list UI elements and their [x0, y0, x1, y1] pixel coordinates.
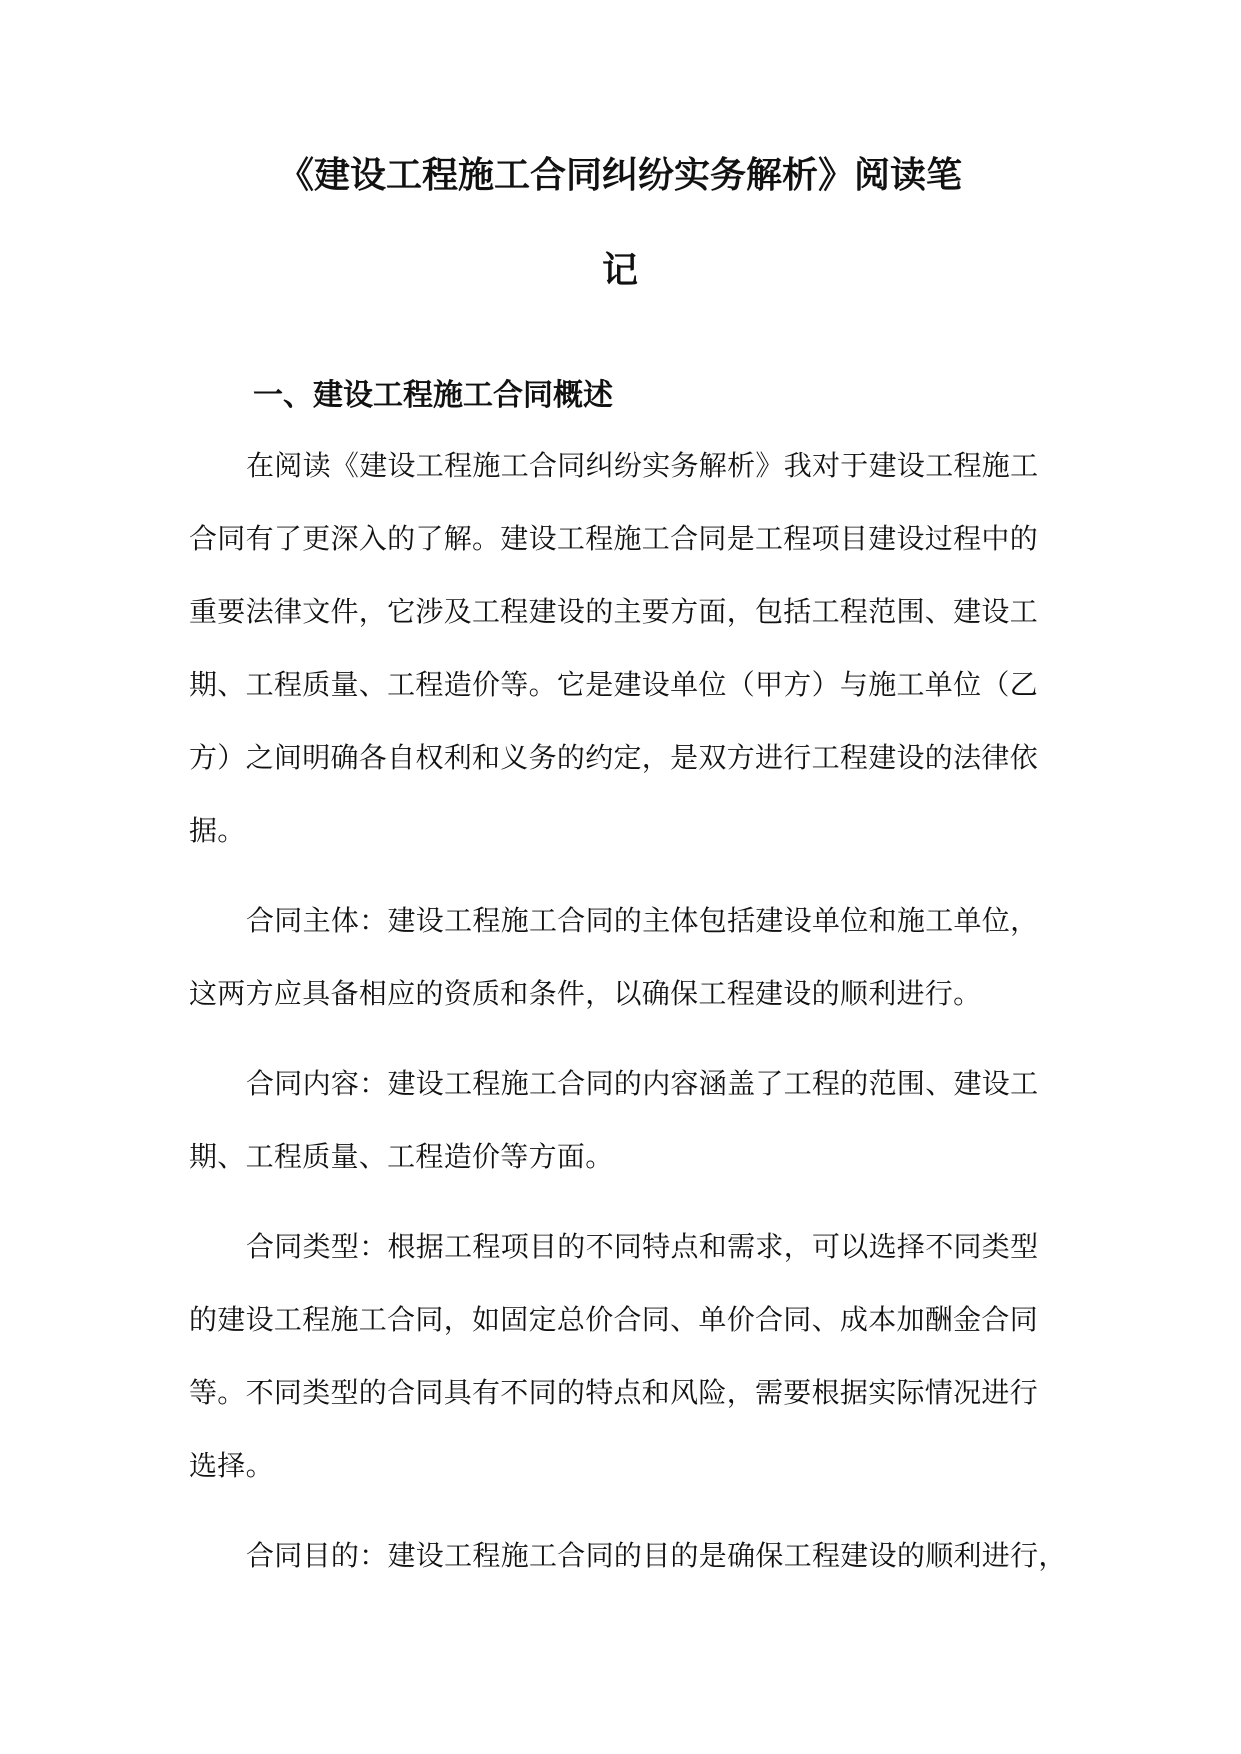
paragraph-line: 重要法律文件，它涉及工程建设的主要方面，包括工程范围、建设工	[189, 595, 1039, 628]
paragraph-line: 期、工程质量、工程造价等。它是建设单位（甲方）与施工单位（乙	[189, 668, 1039, 701]
paragraph-line: 合同类型：根据工程项目的不同特点和需求，可以选择不同类型	[246, 1230, 1039, 1263]
paragraph-line: 选择。	[189, 1449, 274, 1482]
document-title-line-2: 记	[601, 250, 638, 291]
paragraph-line: 方）之间明确各自权利和义务的约定，是双方进行工程建设的法律依	[189, 741, 1039, 774]
paragraph-line: 合同有了更深入的了解。建设工程施工合同是工程项目建设过程中的	[189, 522, 1039, 555]
paragraph-line: 据。	[189, 814, 246, 847]
paragraph-line: 在阅读《建设工程施工合同纠纷实务解析》我对于建设工程施工	[246, 449, 1039, 482]
paragraph-line: 期、工程质量、工程造价等方面。	[189, 1140, 614, 1173]
section-heading: 一、建设工程施工合同概述	[253, 378, 613, 413]
paragraph-line: 合同主体：建设工程施工合同的主体包括建设单位和施工单位，	[246, 904, 1039, 937]
paragraph-line: 等。不同类型的合同具有不同的特点和风险，需要根据实际情况进行	[189, 1376, 1039, 1409]
paragraph-line: 的建设工程施工合同，如固定总价合同、单价合同、成本加酬金合同	[189, 1303, 1039, 1336]
document-title-line-1: 《建设工程施工合同纠纷实务解析》阅读笔	[277, 155, 962, 196]
paragraph-line: 这两方应具备相应的资质和条件，以确保工程建设的顺利进行。	[189, 977, 982, 1010]
paragraph-line: 合同目的：建设工程施工合同的目的是确保工程建设的顺利进行，	[246, 1539, 1067, 1572]
paragraph-line: 合同内容：建设工程施工合同的内容涵盖了工程的范围、建设工	[246, 1067, 1039, 1100]
